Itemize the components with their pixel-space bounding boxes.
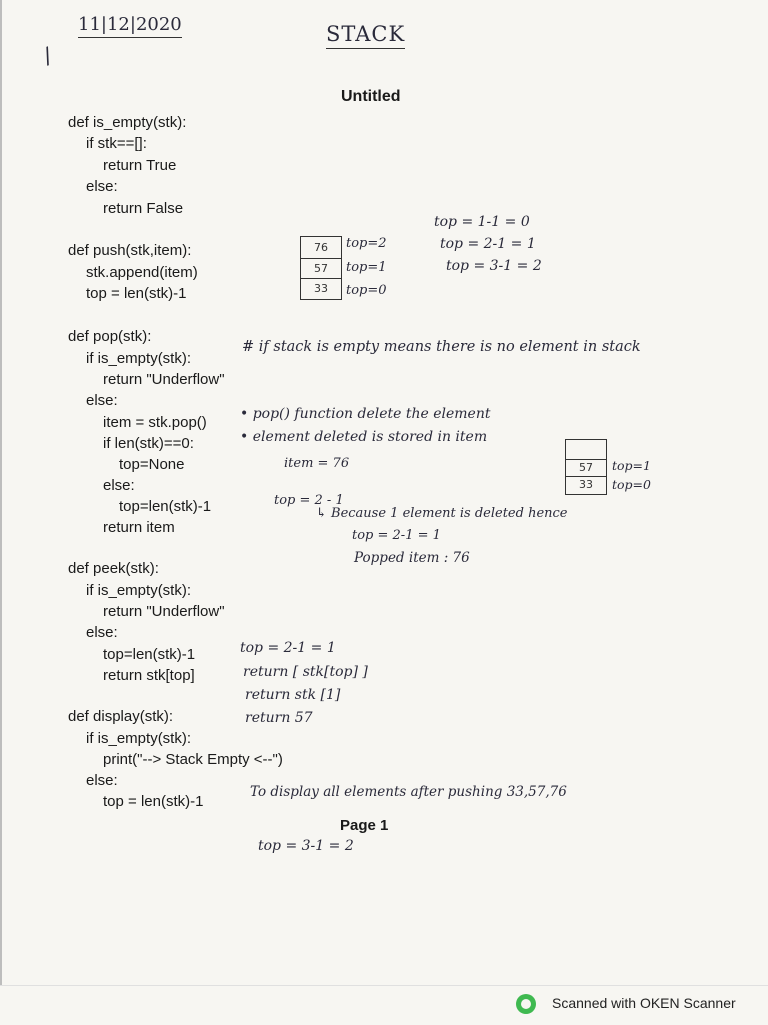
code-line: top=len(stk)-1	[103, 646, 196, 663]
note-peek-return: return [ stk[top] ]	[243, 664, 368, 680]
stack-cell: 57	[301, 258, 341, 278]
code-line: top=None	[119, 456, 185, 473]
note-display-top: top = 3-1 = 2	[258, 838, 354, 854]
stack-diagram-after-pop	[565, 439, 607, 495]
code-line: else:	[86, 178, 118, 195]
scanner-logo-icon	[516, 994, 536, 1014]
stack-top-label: top=0	[612, 477, 651, 492]
code-line: if is_empty(stk):	[86, 582, 192, 599]
note-top-calc: top = 3-1 = 2	[446, 258, 542, 274]
stack-cell	[566, 441, 606, 458]
stack-cell: 57	[566, 459, 606, 476]
note-peek-return: return stk [1]	[245, 687, 341, 703]
code-line: return False	[103, 200, 184, 217]
code-line: return "Underflow"	[103, 371, 225, 388]
stack-cell: 76	[314, 241, 328, 254]
code-line: return "Underflow"	[103, 603, 225, 620]
code-line: if stk==[]:	[86, 135, 147, 152]
code-line: top = len(stk)-1	[103, 793, 204, 810]
page-margin-line	[0, 0, 2, 985]
note-pop-top: top = 2 - 1	[274, 493, 344, 508]
note-empty-comment: # if stack is empty means there is no element in stack	[242, 339, 641, 355]
date-handwritten: 11|12|2020	[78, 14, 182, 38]
note-pop: • pop() function delete the element	[240, 406, 491, 422]
stack-diagram-pushed	[300, 236, 342, 300]
note-peek-top: top = 2-1 = 1	[240, 640, 336, 656]
code-line: def is_empty(stk):	[68, 114, 187, 131]
scanner-footer	[0, 985, 768, 1025]
document-title: Untitled	[341, 88, 401, 105]
code-line: return item	[103, 519, 175, 536]
code-line: if is_empty(stk):	[86, 350, 192, 367]
note-top-calc: top = 2-1 = 1	[440, 236, 536, 252]
page-heading-handwritten: STACK	[326, 22, 405, 49]
stack-top-label: top=2	[346, 236, 387, 251]
stack-cell: 33	[566, 476, 606, 493]
code-line: else:	[86, 392, 118, 409]
code-line: stk.append(item)	[86, 264, 198, 281]
note-display: To display all elements after pushing 33,57,76	[250, 784, 567, 800]
code-line: else:	[86, 772, 118, 789]
note-because: ↳ Because 1 element is deleted hence	[316, 506, 568, 521]
code-line: def pop(stk):	[68, 328, 152, 345]
code-line: def push(stk,item):	[68, 242, 192, 259]
code-line: item = stk.pop()	[103, 414, 207, 431]
note-item: item = 76	[284, 456, 350, 471]
note-peek-return: return 57	[245, 710, 313, 726]
stack-top-label: top=1	[612, 458, 651, 473]
note-top-calc: top = 1-1 = 0	[434, 214, 530, 230]
stack-cell: 33	[301, 278, 341, 298]
code-line: else:	[103, 477, 135, 494]
note-popped-item: Popped item : 76	[354, 550, 470, 566]
code-line: else:	[86, 624, 118, 641]
page-number-label: Page 1	[340, 817, 389, 834]
mark-scribble: /	[39, 43, 56, 70]
code-line: def peek(stk):	[68, 560, 159, 577]
code-line: if len(stk)==0:	[103, 435, 194, 452]
code-line: top=len(stk)-1	[119, 498, 212, 515]
note-pop: • element deleted is stored in item	[240, 429, 488, 445]
note-pop-top: top = 2-1 = 1	[352, 528, 441, 543]
code-line: print("--> Stack Empty <--")	[103, 751, 283, 768]
stack-top-label: top=1	[346, 260, 387, 275]
code-line: return stk[top]	[103, 667, 195, 684]
code-line: return True	[103, 157, 177, 174]
stack-top-label: top=0	[346, 283, 387, 298]
scanner-watermark-text: Scanned with OKEN Scanner	[552, 995, 736, 1011]
code-line: def display(stk):	[68, 708, 174, 725]
code-line: if is_empty(stk):	[86, 730, 192, 747]
code-line: top = len(stk)-1	[86, 285, 187, 302]
